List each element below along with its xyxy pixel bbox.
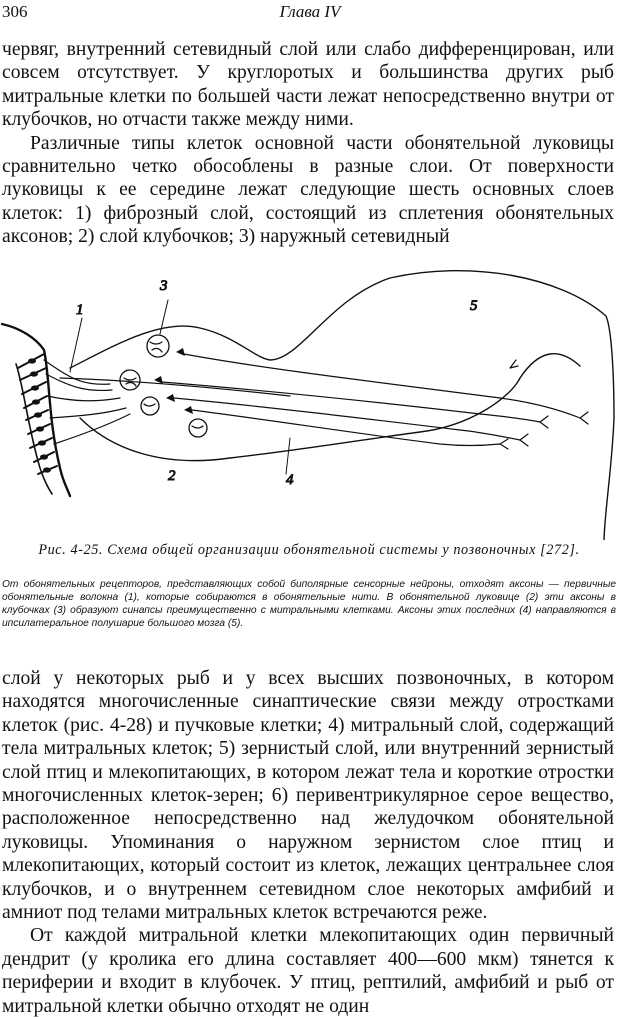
page-header bbox=[0, 2, 620, 24]
paragraph: слой у некоторых рыб и у всех высших позвоночных, в котором находятся многочисленные синаптические связи между отростками клеток (рис. 4-28) и пучковые клетки; 4) митральный слой, содержащий тела митральных клеток; 5) зернистый слой, или внутренний зернистый слой птиц и млекопитающих, в котором лежат тела и короткие отростки многочисленных клеток-зерен; 6) перивентрикулярное серое вещество, расположенное непосредственно над желудочком обонятельной луковицы. Упоминания о наружном зернистом слое птиц и млекопитающих, который состоит из клеток, лежащих центральнее слоя клубочков, и о внутреннем сетевидном слое некоторых амфибий и амниот под телами митральных клеток встречаются реже. bbox=[2, 668, 614, 924]
paragraph: От каждой митральной клетки млекопитающих один первичный дендрит (у кролика его длина составляет 400—600 мкм) тянется к периферии и входит в клубочек. У птиц, рептилий, амфибий и рыб от митральной клетки обычно отходят не один bbox=[2, 925, 614, 1017]
text-block-bottom bbox=[2, 667, 614, 1018]
mitral-cells bbox=[154, 348, 193, 414]
label-3: 3 bbox=[160, 278, 168, 294]
figure-legend: От обонятельных рецепторов, представляющих собой биполярные сенсорные нейроны, отходят аксоны — первичные обонятельные волокна (1), которые собираются в обонятельные нити. В обонятельной луковице (2) эти аксоны в клубочках (3) образуют синапсы преимущественно с митральными клетками. Аксоны этих последних (4) направляются в ипсилатеральное полушарие большого мозга (5). bbox=[2, 579, 616, 629]
axon-terminals bbox=[500, 360, 588, 449]
text-block-top bbox=[2, 38, 614, 249]
olfactory-system-figure bbox=[0, 268, 620, 540]
label-2: 2 bbox=[168, 468, 176, 484]
olfactory-diagram bbox=[0, 268, 620, 540]
paragraph: червяг, внутренний сетевидный слой или слабо дифференцирован, или совсем отсутствует. У круглоротых и большинства других рыб митральные клетки по большей части лежат непосредственно внутри от клубочков, но отчасти также между ними. bbox=[2, 39, 614, 131]
label-5: 5 bbox=[470, 298, 478, 314]
figure-caption: Рис. 4-25. Схема общей организации обонятельной системы у позвоночных [272]. bbox=[38, 542, 580, 558]
page-number: 306 bbox=[2, 2, 28, 21]
paragraph: Различные типы клеток основной части обонятельной луковицы сравнительно четко обособлены в разные слои. От поверхности луковицы к ее середине лежат следующие шесть основных слоев клеток: 1) фиброзный слой, состоящий из сплетения обонятельных аксонов; 2) слой клубочков; 3) наружный сетевидный bbox=[2, 132, 614, 248]
olfactory-nerve-fibers bbox=[44, 360, 130, 444]
chapter-title: Глава IV bbox=[279, 2, 341, 21]
label-1: 1 bbox=[76, 302, 84, 318]
bulb-lower-outline bbox=[80, 354, 580, 461]
label-4: 4 bbox=[286, 472, 294, 488]
epithelium-inner bbox=[16, 364, 52, 494]
mitral-axons-tract bbox=[60, 354, 580, 446]
epithelium-outline bbox=[2, 324, 70, 496]
